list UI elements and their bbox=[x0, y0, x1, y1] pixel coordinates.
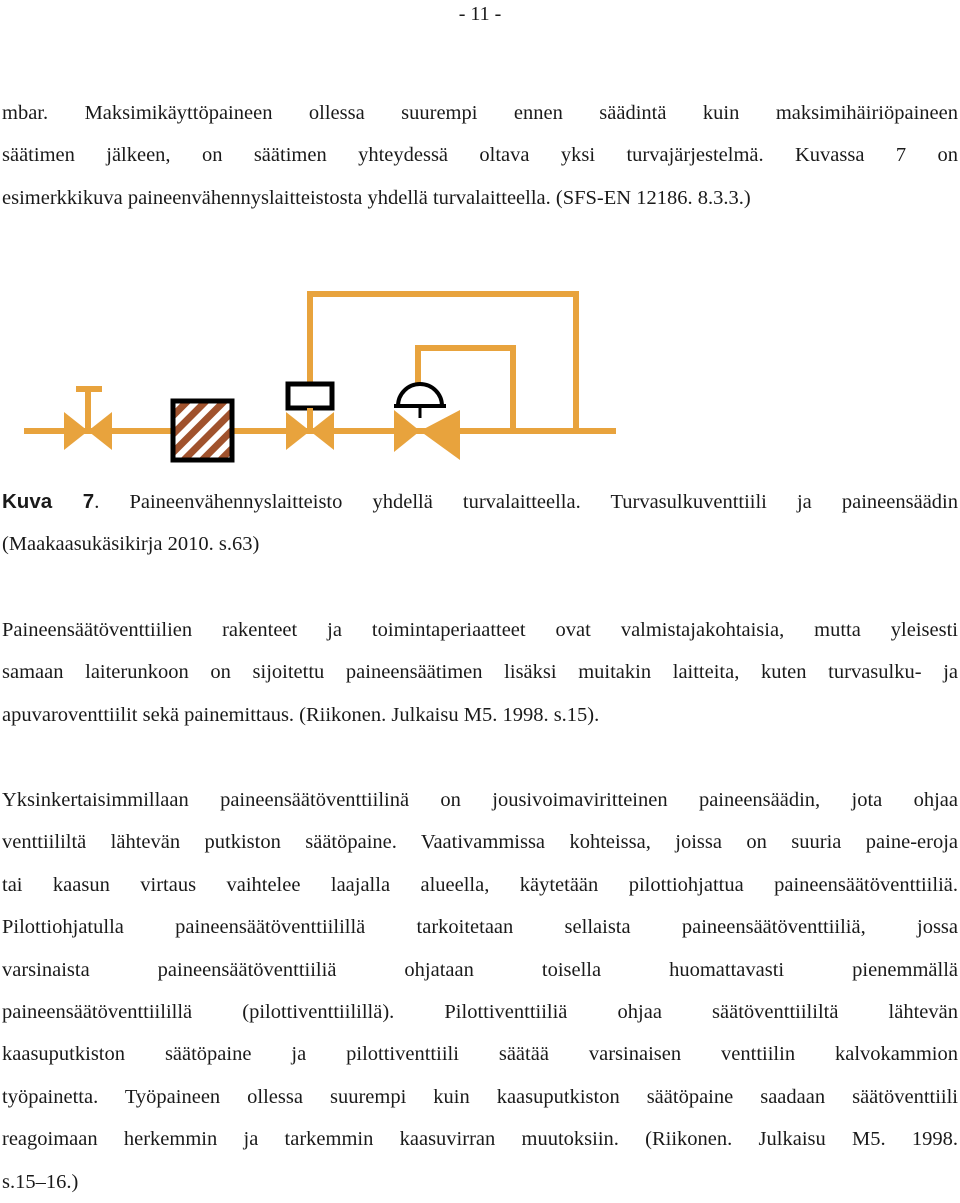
paragraph-1-line: säätimen jälkeen, on säätimen yhteydessä oltava yksi turvajärjestelmä. Kuvassa 7 on bbox=[2, 144, 958, 167]
paragraph-1 bbox=[2, 92, 958, 219]
paragraph-3-line: paineensäätöventtiilillä (pilottiventtiilillä). Pilottiventtiiliä ohjaa säätöventtiililtä lähtevän bbox=[2, 1001, 958, 1024]
shutoff-valve-icon bbox=[64, 388, 112, 450]
outer-control-line bbox=[310, 294, 576, 431]
filter-icon bbox=[173, 401, 232, 460]
caption-text: . Paineenvähennyslaitteisto yhdellä turvalaitteella. Turvasulkuventtiili ja paineensäädin bbox=[94, 491, 958, 513]
caption-source: (Maakaasukäsikirja 2010. s.63) bbox=[2, 533, 260, 556]
paragraph-2-line: Paineensäätöventtiilien rakenteet ja toimintaperiaatteet ovat valmistajakohtaisia, mutta yleisesti bbox=[2, 619, 958, 641]
paragraph-3-line: Pilottiohjatulla paineensäätöventtiilillä tarkoitetaan sellaista paineensäätöventtiiliä, jossa bbox=[2, 916, 958, 939]
pressure-regulator-icon bbox=[394, 384, 460, 460]
paragraph-1-line: mbar. Maksimikäyttöpaineen ollessa suurempi ennen säädintä kuin maksimihäiriöpaineen bbox=[2, 102, 958, 124]
paragraph-1-line: esimerkkikuva paineenvähennyslaitteistosta yhdellä turvalaitteella. (SFS-EN 12186. 8.3.3.) bbox=[2, 186, 751, 209]
pressure-reduction-diagram bbox=[20, 288, 620, 468]
paragraph-3-line: tai kaasun virtaus vaihtelee laajalla alueella, käytetään pilottiohjattua paineensäätöventtiiliä. bbox=[2, 873, 958, 896]
paragraph-3-line: reagoimaan herkemmin ja tarkemmin kaasuvirran muutoksiin. (Riikonen. Julkaisu M5. 1998. bbox=[2, 1128, 958, 1151]
paragraph-3-line: työpainetta. Työpaineen ollessa suurempi kuin kaasuputkiston säätöpaine saadaan säätöventtiili bbox=[2, 1085, 958, 1108]
page-number: - 11 - bbox=[458, 3, 502, 25]
paragraph-3 bbox=[2, 779, 958, 1203]
caption-label: Kuva 7 bbox=[2, 490, 95, 513]
paragraph-3-line: Yksinkertaisimmillaan paineensäätöventtiilinä on jousivoimaviritteinen paineensäädin, jota ohjaa bbox=[2, 789, 958, 811]
paragraph-2 bbox=[2, 609, 958, 736]
paragraph-3-line: venttiililtä lähtevän putkiston säätöpaine. Vaativammissa kohteissa, joissa on suuria paine-eroja bbox=[2, 831, 958, 854]
paragraph-2-line: samaan laiterunkoon on sijoitettu paineensäätimen lisäksi muitakin laitteita, kuten turvasulku- ja bbox=[2, 661, 958, 684]
paragraph-3-line: s.15–16.) bbox=[2, 1170, 79, 1193]
caption-line bbox=[2, 481, 958, 523]
paragraph-3-line: kaasuputkiston säätöpaine ja pilottiventtiili säätää varsinaisen venttiilin kalvokammion bbox=[2, 1043, 958, 1066]
paragraph-3-line: varsinaista paineensäätöventtiiliä ohjataan toisella huomattavasti pienemmällä bbox=[2, 958, 958, 981]
figure-caption bbox=[2, 481, 958, 566]
safety-shutoff-valve-icon bbox=[286, 384, 334, 450]
paragraph-2-line: apuvaroventtiilit sekä painemittaus. (Riikonen. Julkaisu M5. 1998. s.15). bbox=[2, 703, 600, 726]
